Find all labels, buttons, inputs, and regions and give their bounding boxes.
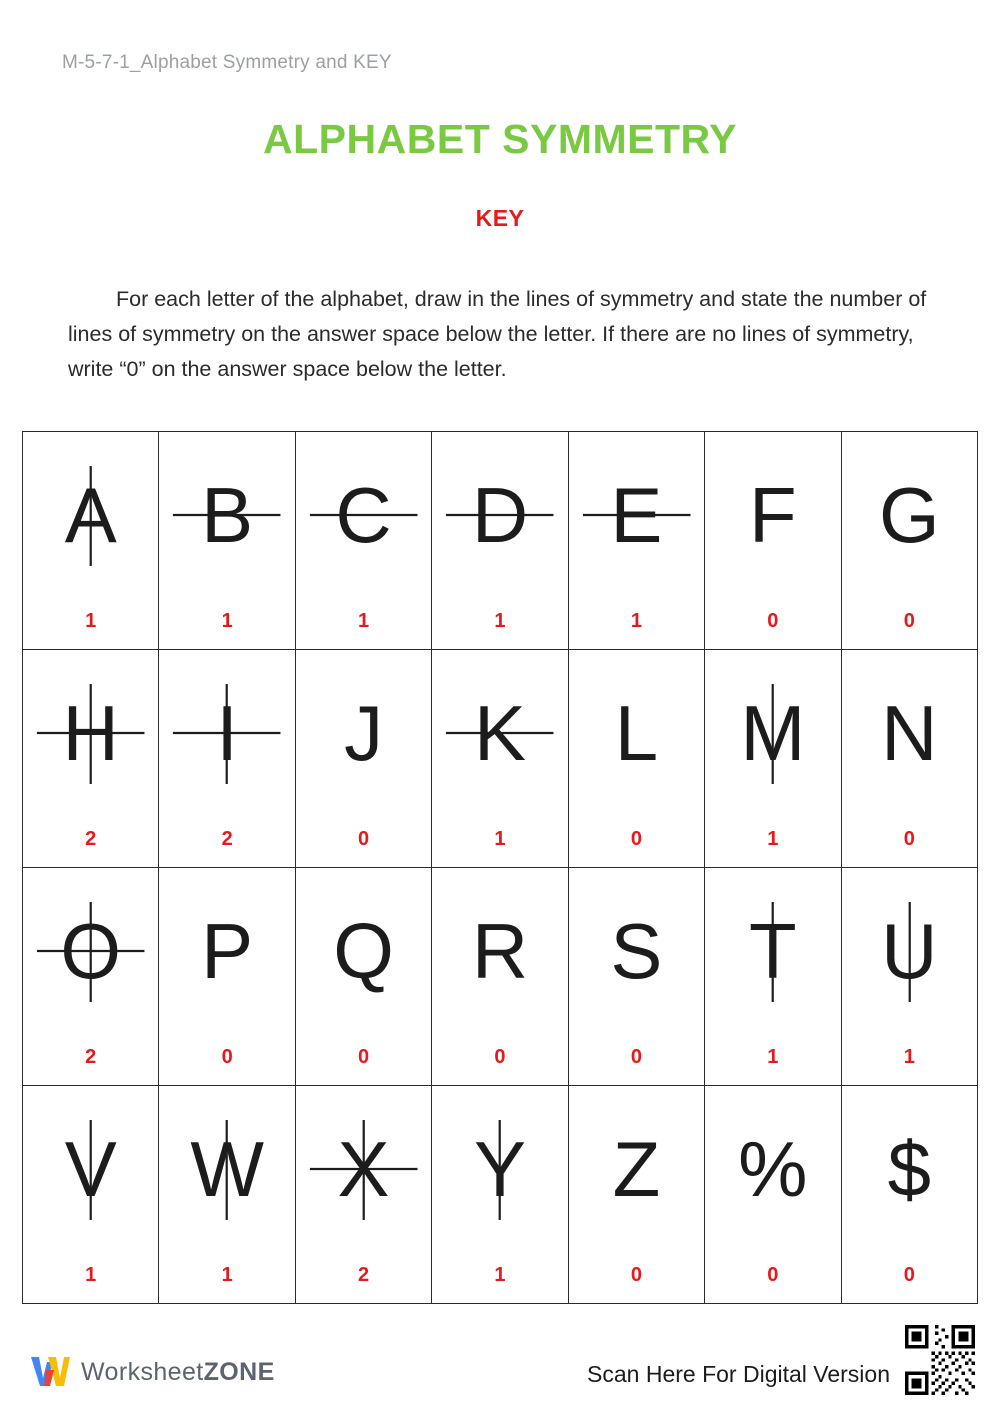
letter-glyph-wrap [296, 876, 431, 1026]
brand-word-zone: ZONE [203, 1357, 275, 1386]
letter-cell-z [569, 1086, 705, 1304]
answer-value: 0 [630, 1046, 642, 1068]
letter-glyph: R [471, 907, 529, 995]
letter-glyph-wrap [23, 658, 158, 808]
letter-glyph-wrap [705, 440, 840, 590]
letter-glyph: Q [333, 907, 394, 995]
letter-glyph-wrap [569, 1094, 704, 1244]
answer-value: 0 [358, 828, 370, 850]
letter-glyph-wrap [842, 658, 977, 808]
answer-value: 0 [358, 1046, 370, 1068]
answer-value: 1 [85, 1264, 97, 1286]
letter-glyph: S [610, 907, 663, 995]
letter-glyph-wrap [705, 876, 840, 1026]
letter-cell-u [842, 868, 978, 1086]
letter-cell-w [159, 1086, 295, 1304]
letter-glyph-wrap [842, 1094, 977, 1244]
answer-value: 0 [903, 828, 915, 850]
letter-cell-t [705, 868, 841, 1086]
letter-glyph: U [881, 907, 938, 995]
letter-glyph: M [740, 689, 806, 777]
letter-glyph-wrap [569, 440, 704, 590]
answer-value: 2 [85, 828, 97, 850]
answer-value: 1 [494, 828, 506, 850]
letter-cell-k [432, 650, 568, 868]
letter-cell-c [296, 432, 432, 650]
letter-glyph-wrap [842, 876, 977, 1026]
letter-glyph: N [881, 689, 938, 777]
letter-glyph: P [201, 907, 254, 995]
letter-glyph-wrap [432, 1094, 567, 1244]
answer-value: 1 [630, 610, 642, 632]
worksheet-zone-mark-icon [28, 1352, 72, 1392]
answer-value: 0 [221, 1046, 233, 1068]
letter-glyph: O [60, 907, 122, 995]
letter-glyph: H [62, 689, 119, 777]
letter-cell-v [23, 1086, 159, 1304]
letter-glyph-wrap [296, 658, 431, 808]
letter-glyph-wrap [705, 1094, 840, 1244]
letter-cell-percent [705, 1086, 841, 1304]
letter-cell-d [432, 432, 568, 650]
page-footer [0, 1304, 1000, 1414]
key-subtitle: KEY [475, 205, 525, 231]
answer-value: 0 [630, 1264, 642, 1286]
brand-text [81, 1358, 275, 1387]
answer-value: 0 [630, 828, 642, 850]
answer-value: 1 [221, 610, 233, 632]
page-title: ALPHABET SYMMETRY [263, 116, 737, 162]
answer-value: 0 [903, 610, 915, 632]
answer-value: 1 [494, 610, 506, 632]
letter-glyph-wrap [23, 440, 158, 590]
letter-cell-f [705, 432, 841, 650]
letter-glyph: X [337, 1125, 390, 1213]
answer-value: 2 [221, 828, 233, 850]
letter-cell-y [432, 1086, 568, 1304]
letter-glyph: A [64, 471, 117, 559]
letter-cell-l [569, 650, 705, 868]
letter-cell-x [296, 1086, 432, 1304]
answer-value: 1 [221, 1264, 233, 1286]
letter-glyph-wrap [432, 440, 567, 590]
letter-cell-m [705, 650, 841, 868]
letter-glyph: J [344, 689, 384, 777]
letter-glyph-wrap [159, 658, 294, 808]
letter-cell-h [23, 650, 159, 868]
answer-value: 1 [494, 1264, 506, 1286]
letter-cell-p [159, 868, 295, 1086]
letter-glyph: V [64, 1125, 117, 1213]
letter-glyph: F [749, 471, 797, 559]
letter-glyph-wrap [159, 876, 294, 1026]
letter-glyph-wrap [296, 440, 431, 590]
answer-value: 0 [494, 1046, 506, 1068]
letter-glyph-wrap [432, 876, 567, 1026]
letter-glyph: Z [612, 1125, 661, 1213]
instructions-text: For each letter of the alphabet, draw in the lines of symmetry and state the number of lines of symmetry on the answer space below the letter. If there are no lines of symmetry, write “0” on the answer space below the letter. [68, 287, 927, 381]
letter-glyph-wrap [705, 658, 840, 808]
letter-glyph: G [878, 471, 940, 559]
letter-cell-o [23, 868, 159, 1086]
brand-word-worksheet: Worksheet [81, 1357, 204, 1386]
letter-cell-q [296, 868, 432, 1086]
answer-value: 0 [767, 1264, 779, 1286]
answer-value: 0 [903, 1264, 915, 1286]
letter-glyph: C [335, 471, 392, 559]
file-label: M-5-7-1_Alphabet Symmetry and KEY [62, 52, 392, 73]
letter-glyph-wrap [842, 440, 977, 590]
answer-value: 1 [767, 1046, 779, 1068]
letter-glyph: L [614, 689, 659, 777]
answer-value: 2 [85, 1046, 97, 1068]
letter-cell-j [296, 650, 432, 868]
letter-glyph-wrap [23, 1094, 158, 1244]
letter-cell-n [842, 650, 978, 868]
letter-glyph: B [201, 471, 254, 559]
answer-value: 2 [358, 1264, 370, 1286]
answer-value: 0 [767, 610, 779, 632]
letter-glyph: % [738, 1125, 808, 1213]
letter-cell-i [159, 650, 295, 868]
answer-value: 1 [903, 1046, 915, 1068]
qr-code-icon[interactable] [902, 1322, 978, 1398]
letter-glyph-wrap [569, 876, 704, 1026]
scan-instruction-text: Scan Here For Digital Version [587, 1361, 890, 1387]
letter-glyph-wrap [159, 440, 294, 590]
alphabet-grid [22, 431, 978, 1304]
letter-glyph-wrap [569, 658, 704, 808]
letter-glyph: $ [887, 1125, 931, 1213]
letter-glyph: I [216, 689, 238, 777]
letter-glyph: D [471, 471, 529, 559]
letter-glyph: Y [473, 1125, 526, 1213]
letter-cell-dollar [842, 1086, 978, 1304]
letter-cell-e [569, 432, 705, 650]
letter-glyph-wrap [432, 658, 567, 808]
letter-glyph-wrap [159, 1094, 294, 1244]
answer-value: 1 [85, 610, 97, 632]
letter-glyph: W [190, 1125, 264, 1213]
answer-value: 1 [358, 610, 370, 632]
letter-glyph-wrap [296, 1094, 431, 1244]
letter-glyph: E [610, 471, 663, 559]
answer-value: 1 [767, 828, 779, 850]
letter-cell-a [23, 432, 159, 650]
letter-cell-g [842, 432, 978, 650]
letter-glyph: T [749, 907, 797, 995]
letter-cell-s [569, 868, 705, 1086]
letter-glyph-wrap [23, 876, 158, 1026]
letter-glyph: K [473, 689, 526, 777]
letter-cell-r [432, 868, 568, 1086]
letter-cell-b [159, 432, 295, 650]
brand-logo [28, 1352, 275, 1392]
